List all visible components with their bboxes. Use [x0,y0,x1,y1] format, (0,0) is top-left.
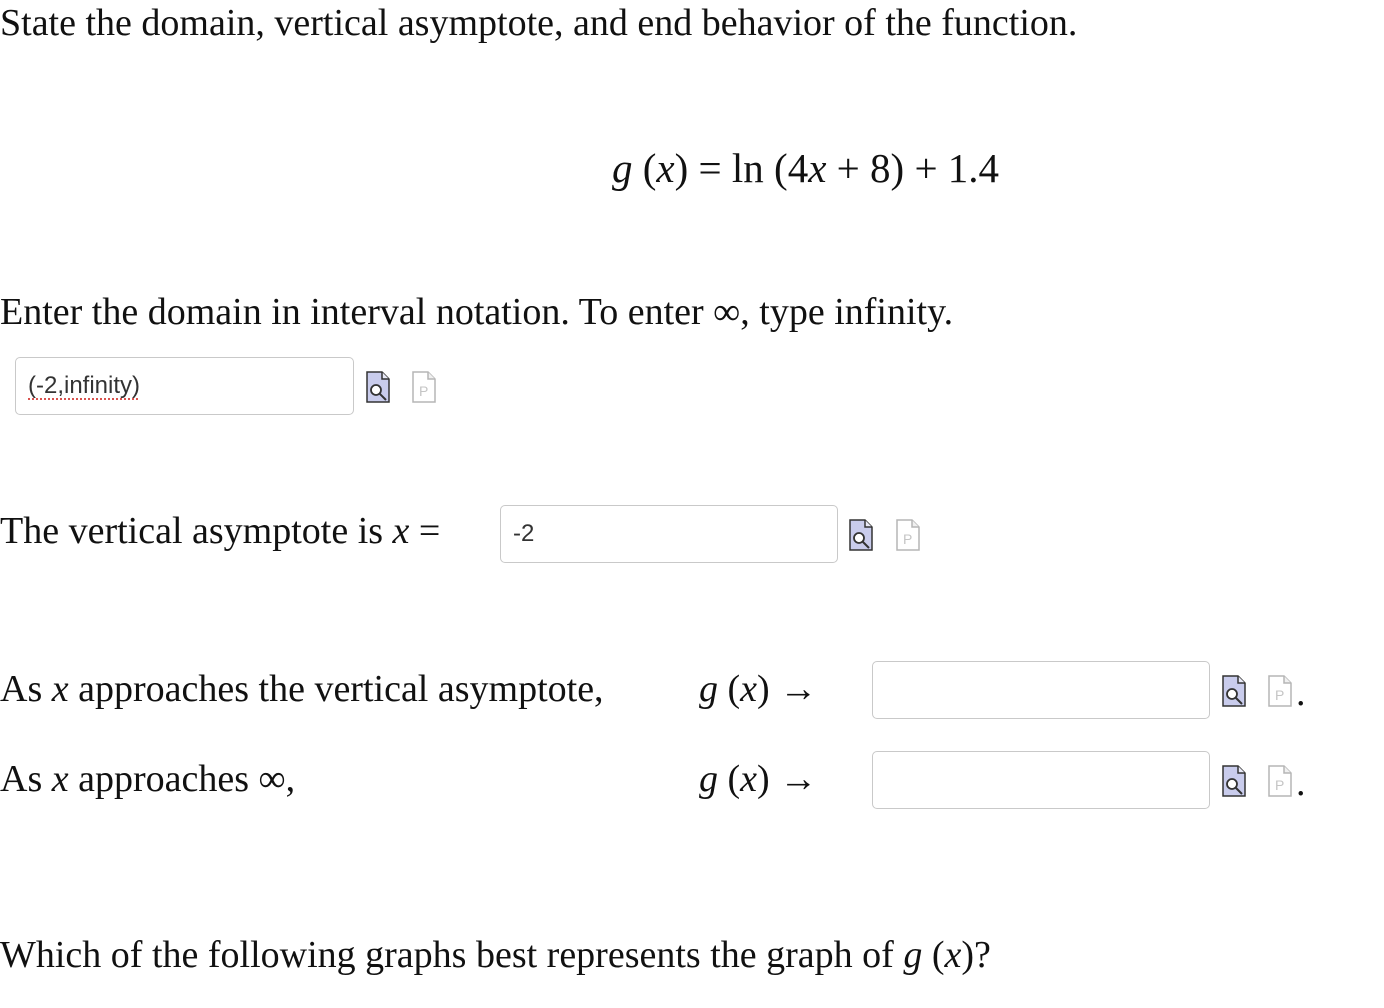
row2-label-before: As [0,758,52,800]
question-prompt: State the domain, vertical asymptote, and end behavior of the function. [0,2,1078,44]
asymptote-equals: = [418,510,441,552]
inner-constant: + 8 [836,145,891,191]
graph-question-function: g [903,934,923,976]
svg-text:P: P [1275,777,1285,793]
row1-function-variable: x [740,668,758,710]
row2-label-after: approaches [68,758,259,800]
function-name: g [612,145,633,191]
row2-function-name: g [699,758,718,800]
preview-magnifier-icon[interactable] [1221,764,1247,798]
row2-period: . [1296,762,1306,804]
asymptote-label-before: The vertical asymptote is [0,510,393,552]
graph-question-before: Which of the following graphs best represents the graph of [0,934,904,976]
row1-label-before: As [0,668,52,710]
ln-operator: ln [731,145,764,191]
graph-question: Which of the following graphs best represents the graph of g (x)? [0,934,991,976]
end-behavior-row2-function: g (x) → [699,758,818,800]
svg-text:P: P [419,383,429,399]
domain-instruction [0,289,953,335]
preview-magnifier-icon[interactable] [1221,674,1247,708]
equation-editor-p-icon[interactable] [1267,674,1293,708]
row1-period: . [1296,672,1306,714]
end-behavior-row2-label [0,756,295,802]
row1-label-after: approaches the vertical asymptote, [68,668,604,710]
row1-variable: x [51,668,69,710]
asymptote-input[interactable] [500,505,838,563]
row2-arrow: → [779,758,818,800]
asymptote-variable: x [392,510,410,552]
end-behavior-row1-input[interactable] [872,661,1210,719]
end-behavior-row1-function: g (x) → [699,668,818,710]
asymptote-label [0,508,440,554]
row2-variable: x [51,758,69,800]
preview-magnifier-icon[interactable] [848,518,874,552]
domain-instruction-after: , type infinity. [740,291,954,333]
domain-input[interactable] [15,357,354,415]
row2-infinity: ∞, [258,758,296,800]
end-behavior-row2-input[interactable] [872,751,1210,809]
end-behavior-row1-label [0,666,604,712]
equals-sign: = [698,145,722,191]
outer-constant: + 1.4 [914,145,1000,191]
equation-editor-p-icon[interactable] [1267,764,1293,798]
graph-question-variable: x [944,934,962,976]
equation-editor-p-icon[interactable] [411,370,437,404]
equation-editor-p-icon[interactable] [895,518,921,552]
svg-text:P: P [903,531,913,547]
graph-question-after: ? [974,934,991,976]
row1-arrow: → [779,668,818,710]
inner-coefficient: 4 [787,145,809,191]
infinity-symbol: ∞ [713,291,741,333]
function-formula: g (x) = ln (4x + 8) + 1.4 [612,145,1000,191]
inner-variable: x [808,145,827,191]
svg-text:P: P [1275,687,1285,703]
row2-function-variable: x [740,758,758,800]
domain-instruction-before: Enter the domain in interval notation. To enter [0,291,714,333]
function-variable: x [656,145,675,191]
preview-magnifier-icon[interactable] [365,370,391,404]
row1-function-name: g [699,668,718,710]
